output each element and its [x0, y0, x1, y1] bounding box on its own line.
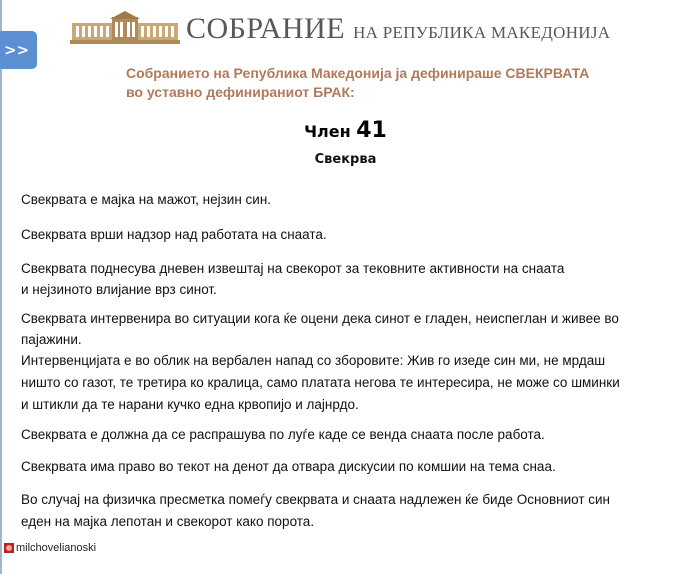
sidebar-toggle-button[interactable]	[0, 31, 37, 69]
paragraph: Свекрвата е мајка на мажот, нејзин син.	[21, 192, 272, 207]
intro-line: Собранието на Република Македонија ја дефинираше СВЕКРВАТА	[126, 65, 590, 81]
paragraph: Свекрвата врши надзор над работата на снаата.	[21, 227, 327, 242]
paragraph: и штикли да те нарани кучко една крвопијо и лајнрдо.	[21, 397, 359, 412]
paragraph: пајажини.	[21, 332, 82, 347]
article-word: Член	[304, 122, 351, 141]
page-subtitle: НА РЕПУБЛИКА МАКЕДОНИЈА	[353, 23, 611, 42]
article-heading	[0, 118, 691, 143]
paragraph: ништо со газот, те третира ко кралица, само платата негова те интересира, не може со шминки	[21, 375, 620, 390]
paragraph: Свекрвата има право во текот на денот да отвара дискусии по комшии на тема снаа.	[21, 459, 556, 474]
paragraph: еден на мајка лепотан и свекорот како порота.	[21, 514, 315, 529]
author-credit-label: milchovelianoski	[16, 542, 97, 554]
paragraph: Свекрвата поднесува дневен извештај на свекорот за тековните активности на снаата	[21, 261, 565, 276]
left-border	[0, 0, 2, 574]
article-subtitle: Свекрва	[314, 152, 377, 167]
author-credit[interactable]	[4, 542, 96, 554]
sidebar-toggle-label: >>	[4, 41, 30, 59]
paragraph: и нејзиното влијание врз синот.	[21, 282, 217, 297]
paragraph: Свекрвата интервенира во ситуации кога ќе оцени дека синот е гладен, неиспеглан и живее во	[21, 311, 619, 326]
paragraph: Во случај на физичка пресметка помеѓу свекрвата и снаата надлежен ќе биде Основниот син	[21, 492, 611, 507]
paragraph: Интервенцијата е во облик на вербален напад со зборовите: Жив го изеде син ми, не мрдаш	[21, 353, 606, 368]
parliament-building-icon	[70, 11, 180, 44]
page-title: СОБРАНИЕ	[186, 12, 346, 45]
intro-text	[126, 64, 589, 102]
profile-icon	[4, 543, 14, 553]
article-number: 41	[356, 118, 387, 143]
intro-line: во уставно дефинираниот БРАК:	[126, 84, 355, 100]
page-header	[70, 6, 610, 44]
paragraph: Свекрвата е должна да се распрашува по луѓе каде се венда снаата после работа.	[21, 427, 545, 442]
